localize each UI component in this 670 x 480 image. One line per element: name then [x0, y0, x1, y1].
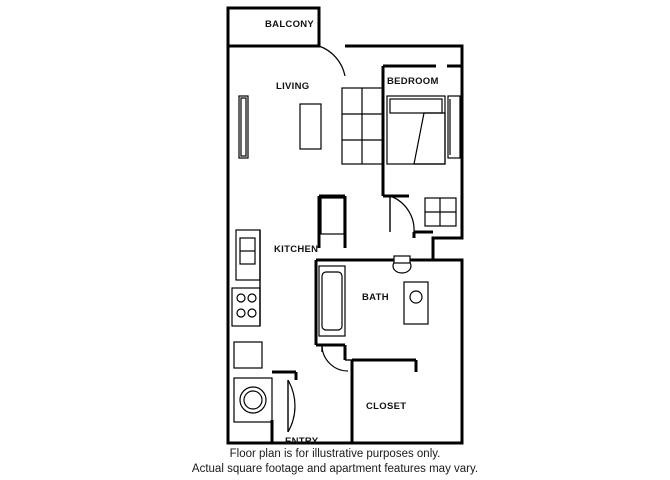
bath-fixtures: [316, 256, 433, 371]
room-label-closet: CLOSET: [366, 401, 407, 412]
caption-line-2: Actual square footage and apartment features may vary.: [191, 463, 479, 475]
room-label-balcony: BALCONY: [265, 19, 315, 30]
room-label-bedroom: BEDROOM: [387, 76, 439, 87]
room-label-entry: ENTRY: [285, 436, 319, 447]
room-label-bath: BATH: [362, 292, 389, 303]
bedroom-furniture: [383, 66, 462, 238]
living-room-furniture: [239, 88, 383, 164]
room-label-kitchen: KITCHEN: [274, 244, 319, 255]
caption-line-1: Floor plan is for illustrative purposes only.: [229, 448, 441, 460]
room-label-living: LIVING: [276, 81, 310, 92]
